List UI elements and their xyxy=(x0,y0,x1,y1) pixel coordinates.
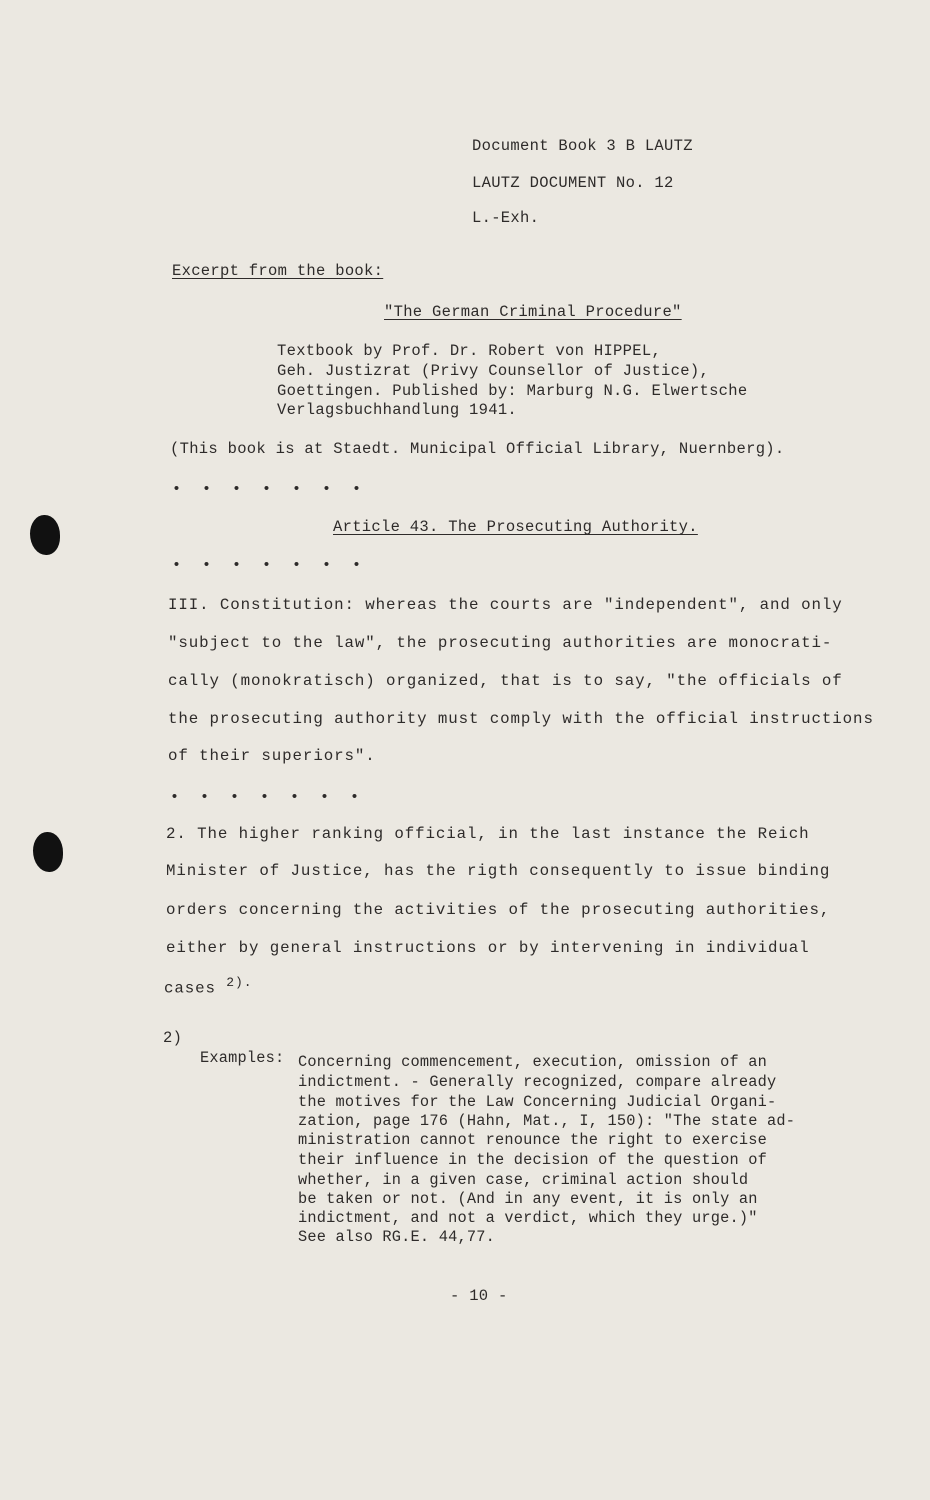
library-note: (This book is at Staedt. Municipal Official Library, Nuernberg). xyxy=(170,440,785,458)
paragraph-line: either by general instructions or by intervening in individual xyxy=(166,939,810,957)
paragraph-line: Minister of Justice, has the rigth consequently to issue binding xyxy=(166,862,831,880)
paragraph-line: orders concerning the activities of the prosecuting authorities, xyxy=(166,901,831,919)
punch-hole xyxy=(33,832,63,872)
footnote-marker: 2) xyxy=(163,1029,183,1047)
paragraph-line: 2. The higher ranking official, in the last instance the Reich xyxy=(166,825,810,843)
ellipsis-marker: • • • • • • • xyxy=(172,557,368,574)
ellipsis-marker: • • • • • • • xyxy=(172,481,368,498)
footnote-line: whether, in a given case, criminal action should xyxy=(298,1171,749,1189)
footnote-line: be taken or not. (And in any event, it is only an xyxy=(298,1190,758,1208)
paragraph-line: cally (monokratisch) organized, that is to say, "the officials of xyxy=(168,672,843,690)
ellipsis-marker: • • • • • • • xyxy=(170,789,366,806)
excerpt-label: Excerpt from the book: xyxy=(172,262,384,280)
footnote-line: the motives for the Law Concerning Judicial Organi- xyxy=(298,1093,777,1111)
footnote-line: indictment. - Generally recognized, compare already xyxy=(298,1073,777,1091)
page-number: - 10 - xyxy=(450,1287,508,1305)
book-title: "The German Criminal Procedure" xyxy=(384,303,682,321)
footnote-line: ministration cannot renounce the right to exercise xyxy=(298,1131,767,1149)
punch-hole xyxy=(30,515,60,555)
paragraph-line xyxy=(164,975,252,997)
footnote-line: zation, page 176 (Hahn, Mat., I, 150): "The state ad- xyxy=(298,1112,796,1130)
citation-line: Verlagsbuchhandlung 1941. xyxy=(277,401,518,419)
exhibit-label: L.-Exh. xyxy=(472,209,540,227)
document-book-label: Document Book 3 B LAUTZ xyxy=(472,137,693,155)
paragraph-line: the prosecuting authority must comply with the official instructions xyxy=(168,710,874,728)
footnote-line: indictment, and not a verdict, which they urge.)" xyxy=(298,1209,758,1227)
article-heading: Article 43. The Prosecuting Authority. xyxy=(333,518,698,536)
paragraph-line: of their superiors". xyxy=(168,747,376,765)
paragraph-line: "subject to the law", the prosecuting authorities are monocrati- xyxy=(168,634,833,652)
citation-line: Geh. Justizrat (Privy Counsellor of Justice), xyxy=(277,362,710,380)
footnote-line: Concerning commencement, execution, omission of an xyxy=(298,1053,767,1071)
footnote-line: See also RG.E. 44,77. xyxy=(298,1228,495,1246)
paragraph-line: III. Constitution: whereas the courts are "independent", and only xyxy=(168,596,843,614)
citation-line: Textbook by Prof. Dr. Robert von HIPPEL, xyxy=(277,342,662,360)
citation-line: Goettingen. Published by: Marburg N.G. Elwertsche xyxy=(277,382,748,400)
footnote-reference: 2). xyxy=(226,975,253,990)
paragraph-word: cases xyxy=(164,979,216,998)
footnote-line: their influence in the decision of the question of xyxy=(298,1151,767,1169)
document-number: LAUTZ DOCUMENT No. 12 xyxy=(472,174,674,192)
footnote-label: Examples: xyxy=(200,1049,285,1067)
